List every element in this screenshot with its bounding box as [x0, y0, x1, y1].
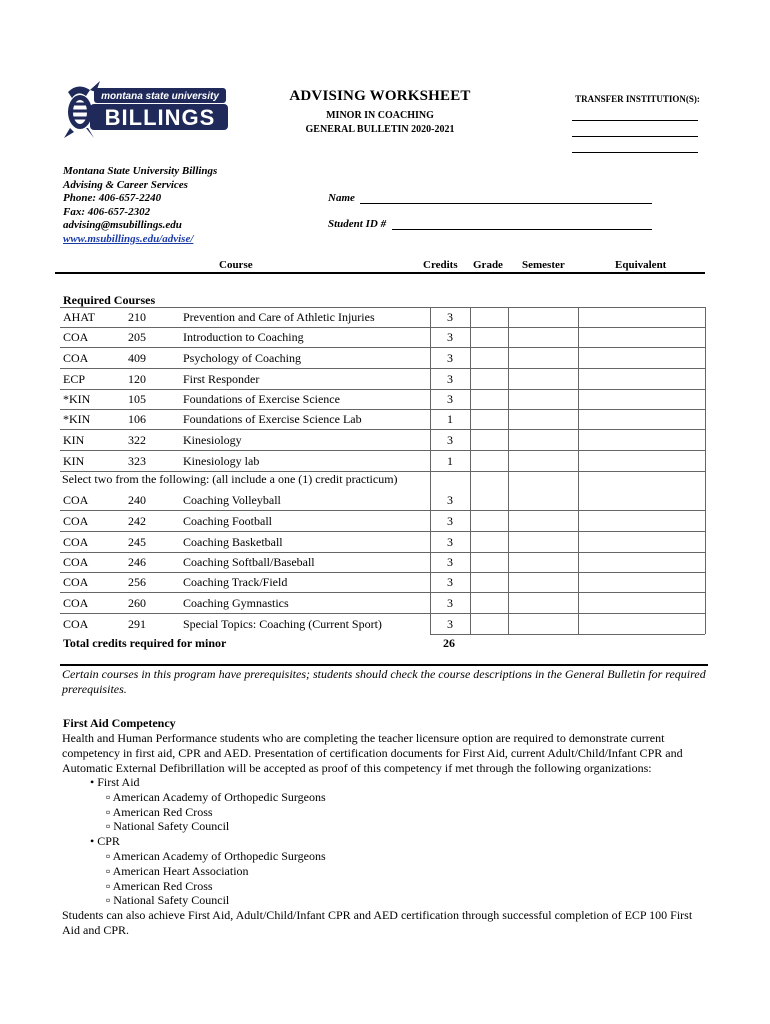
semester-cell[interactable]: [508, 307, 578, 327]
elective-instruction: Select two from the following: (all include a one (1) credit practicum): [62, 472, 398, 486]
table-header: [55, 259, 705, 273]
semester-cell[interactable]: [508, 552, 578, 572]
semester-cell[interactable]: [508, 532, 578, 552]
grade-cell[interactable]: [470, 593, 508, 613]
course-number: 106: [128, 412, 146, 426]
list-item-text: National Safety Council: [113, 893, 230, 908]
list-item: ▫ American Academy of Orthopedic Surgeons: [106, 848, 326, 863]
required-courses-heading: Required Courses: [63, 293, 156, 307]
grade-cell[interactable]: [470, 552, 508, 572]
course-credits: 3: [447, 617, 453, 631]
course-row: [60, 389, 705, 409]
equivalent-cell[interactable]: [578, 369, 705, 389]
student-id-label: Student ID #: [328, 218, 387, 230]
table-bottom-border: [430, 634, 705, 635]
list-item-text: American Red Cross: [112, 804, 213, 819]
course-credits: 3: [447, 555, 453, 569]
course-title: Prevention and Care of Athletic Injuries: [183, 310, 375, 324]
grade-cell[interactable]: [470, 511, 508, 531]
course-number: 105: [128, 392, 146, 406]
grade-cell[interactable]: [470, 430, 508, 450]
list-item: ▫ American Red Cross: [106, 878, 213, 893]
course-number: 256: [128, 575, 146, 589]
semester-cell[interactable]: [508, 409, 578, 429]
equivalent-cell[interactable]: [578, 593, 705, 613]
course-title: Coaching Gymnastics: [183, 596, 289, 610]
equivalent-cell[interactable]: [578, 409, 705, 429]
equivalent-cell[interactable]: [578, 552, 705, 572]
course-number: 260: [128, 596, 146, 610]
grade-cell[interactable]: [470, 409, 508, 429]
list-item: ▫ American Academy of Orthopedic Surgeons: [106, 789, 326, 804]
course-title: Psychology of Coaching: [183, 351, 301, 365]
logo-main-text: BILLINGS: [104, 105, 216, 130]
msu-billings-logo: [60, 78, 230, 140]
course-number: 291: [128, 617, 146, 631]
first-aid-closing: Students can also achieve First Aid, Adult/Child/Infant CPR and AED certification through successful completion of ECP 100 First Aid and CPR.: [62, 908, 693, 937]
course-dept: *KIN: [63, 392, 91, 406]
semester-cell[interactable]: [508, 572, 578, 592]
semester-cell[interactable]: [508, 593, 578, 613]
equivalent-cell[interactable]: [578, 511, 705, 531]
course-credits: 3: [447, 514, 453, 528]
credits-column-divider: [430, 307, 431, 634]
course-title: Coaching Football: [183, 514, 272, 528]
total-credits-label: Total credits required for minor: [63, 636, 227, 650]
note-divider: [60, 664, 708, 666]
name-label: Name: [328, 192, 355, 204]
elective-row: [60, 614, 705, 634]
first-aid-heading: First Aid Competency: [63, 716, 176, 730]
equivalent-cell[interactable]: [578, 572, 705, 592]
course-title: Introduction to Coaching: [183, 330, 304, 344]
semester-cell[interactable]: [508, 327, 578, 347]
course-dept: KIN: [63, 433, 85, 447]
equivalent-cell[interactable]: [578, 614, 705, 634]
equivalent-column-divider: [578, 307, 579, 634]
header-semester: Semester: [522, 259, 565, 271]
email: advising@msubillings.edu: [63, 219, 182, 231]
header-credits: Credits: [423, 259, 458, 271]
course-number: 242: [128, 514, 146, 528]
course-dept: COA: [63, 514, 89, 528]
course-credits: 3: [447, 535, 453, 549]
logo-top-text: montana state university: [101, 91, 219, 102]
course-credits: 3: [447, 392, 453, 406]
course-title: Coaching Basketball: [183, 535, 283, 549]
transfer-institution-label: TRANSFER INSTITUTION(S):: [575, 94, 700, 104]
course-credits: 3: [447, 351, 453, 365]
elective-row: [60, 552, 705, 572]
list-group-first-aid: • First Aid: [90, 775, 140, 789]
course-number: 323: [128, 454, 146, 468]
grade-cell[interactable]: [470, 389, 508, 409]
course-title: Kinesiology lab: [183, 454, 260, 468]
grade-cell[interactable]: [470, 614, 508, 634]
semester-cell[interactable]: [508, 614, 578, 634]
course-title: Coaching Track/Field: [183, 575, 288, 589]
equivalent-cell[interactable]: [578, 348, 705, 368]
elective-row: [60, 532, 705, 552]
name-field[interactable]: [360, 203, 652, 204]
course-dept: KIN: [63, 454, 85, 468]
grade-cell[interactable]: [470, 307, 508, 327]
equivalent-cell[interactable]: [578, 307, 705, 327]
course-credits: 3: [447, 596, 453, 610]
transfer-institution-line-1[interactable]: [572, 120, 698, 121]
elective-row: [60, 593, 705, 613]
list-item: ▫ American Red Cross: [106, 804, 213, 819]
bulletin-year: GENERAL BULLETIN 2020-2021: [305, 124, 455, 135]
equivalent-cell[interactable]: [578, 389, 705, 409]
elective-row: [60, 511, 705, 531]
list-item: ▫ National Safety Council: [106, 893, 230, 908]
course-number: 210: [128, 310, 146, 324]
course-number: 245: [128, 535, 146, 549]
grade-column-divider: [470, 307, 471, 634]
semester-cell[interactable]: [508, 490, 578, 510]
list-item-text: American Academy of Orthopedic Surgeons: [112, 789, 326, 804]
course-dept: ECP: [63, 372, 86, 386]
course-credits: 3: [447, 372, 453, 386]
course-number: 120: [128, 372, 146, 386]
course-number: 205: [128, 330, 146, 344]
table-header-rule: [55, 272, 705, 274]
course-title: First Responder: [183, 372, 260, 386]
prerequisite-note: Certain courses in this program have prerequisites; students should check the course descriptions in the General Bulletin for required prerequisites.: [62, 667, 706, 696]
minor-title: MINOR IN COACHING: [326, 110, 434, 121]
first-aid-body: Health and Human Performance students who are completing the teacher licensure option are required to demonstrate current competency in first aid, CPR and AED. Presentation of certification documents for First Aid, current Adult/Child/Infant CPR and Automatic External Defibrillation will be accepted as proof of this competency if met through the following organizations:: [62, 731, 683, 775]
grade-cell[interactable]: [470, 572, 508, 592]
school-name: Montana State University Billings: [63, 165, 218, 177]
course-credits: 1: [447, 412, 453, 426]
course-credits: 3: [447, 330, 453, 344]
semester-cell[interactable]: [508, 511, 578, 531]
list-item-text: National Safety Council: [113, 819, 230, 834]
course-title: Foundations of Exercise Science: [183, 392, 340, 406]
course-row: [60, 307, 705, 327]
course-dept: COA: [63, 555, 89, 569]
semester-column-divider: [508, 307, 509, 634]
total-credits-value: 26: [443, 636, 455, 650]
list-group-label: First Aid: [97, 775, 140, 789]
course-number: 240: [128, 493, 146, 507]
course-row: [60, 430, 705, 450]
course-title: Kinesiology: [183, 433, 242, 447]
course-credits: 1: [447, 454, 453, 468]
list-group-cpr: • CPR: [90, 834, 120, 849]
course-title: Foundations of Exercise Science Lab: [183, 412, 362, 426]
fax: Fax: 406-657-2302: [63, 205, 151, 218]
grade-cell[interactable]: [470, 451, 508, 471]
course-row: [60, 327, 705, 347]
course-row: [60, 369, 705, 389]
grade-cell[interactable]: [470, 369, 508, 389]
header-equivalent: Equivalent: [615, 259, 667, 271]
student-id-field[interactable]: [392, 229, 652, 230]
list-item: ▫ American Heart Association: [106, 863, 249, 878]
course-credits: 3: [447, 493, 453, 507]
yellowjacket-logo-icon: [60, 78, 230, 140]
course-dept: COA: [63, 535, 89, 549]
elective-row: [60, 572, 705, 592]
list-item: ▫ National Safety Council: [106, 819, 230, 834]
course-row: [60, 451, 705, 471]
list-item-text: American Heart Association: [112, 863, 249, 878]
course-dept: *KIN: [63, 412, 91, 426]
course-title: Coaching Softball/Baseball: [183, 555, 315, 569]
course-dept: COA: [63, 330, 89, 344]
equivalent-cell[interactable]: [578, 532, 705, 552]
course-dept: COA: [63, 575, 89, 589]
list-group-label: CPR: [97, 834, 120, 849]
semester-cell[interactable]: [508, 348, 578, 368]
phone: Phone: 406-657-2240: [63, 192, 162, 204]
course-dept: COA: [63, 351, 89, 365]
course-number: 409: [128, 351, 146, 365]
header-course: Course: [219, 259, 253, 271]
contact-info: [63, 165, 217, 246]
course-title: Coaching Volleyball: [183, 493, 281, 507]
semester-cell[interactable]: [508, 451, 578, 471]
course-title: Special Topics: Coaching (Current Sport): [183, 617, 382, 631]
semester-cell[interactable]: [508, 369, 578, 389]
equivalent-cell[interactable]: [578, 490, 705, 510]
grade-cell[interactable]: [470, 490, 508, 510]
course-dept: AHAT: [63, 310, 95, 324]
website-link[interactable]: www.msubillings.edu/advise/: [63, 232, 194, 245]
equivalent-cell[interactable]: [578, 327, 705, 347]
equivalent-cell[interactable]: [578, 430, 705, 450]
page-title: ADVISING WORKSHEET: [289, 88, 471, 104]
list-item-text: American Academy of Orthopedic Surgeons: [112, 848, 326, 863]
semester-cell[interactable]: [508, 430, 578, 450]
table-top-border: [60, 307, 705, 308]
office-name: Advising & Career Services: [63, 178, 188, 191]
course-dept: COA: [63, 617, 89, 631]
course-credits: 3: [447, 310, 453, 324]
elective-row: [60, 490, 705, 510]
course-number: 246: [128, 555, 146, 569]
course-credits: 3: [447, 575, 453, 589]
header-grade: Grade: [473, 259, 503, 271]
grade-cell[interactable]: [470, 532, 508, 552]
course-credits: 3: [447, 433, 453, 447]
transfer-institution-line-2[interactable]: [572, 136, 698, 137]
course-row: [60, 348, 705, 368]
course-dept: COA: [63, 493, 89, 507]
course-row: [60, 409, 705, 429]
semester-cell[interactable]: [508, 389, 578, 409]
grade-cell[interactable]: [470, 327, 508, 347]
grade-cell[interactable]: [470, 348, 508, 368]
equivalent-cell[interactable]: [578, 451, 705, 471]
course-dept: COA: [63, 596, 89, 610]
list-item-text: American Red Cross: [112, 878, 213, 893]
course-number: 322: [128, 433, 146, 447]
transfer-institution-line-3[interactable]: [572, 152, 698, 153]
organization-list: [90, 775, 326, 908]
table-right-border: [705, 307, 706, 634]
